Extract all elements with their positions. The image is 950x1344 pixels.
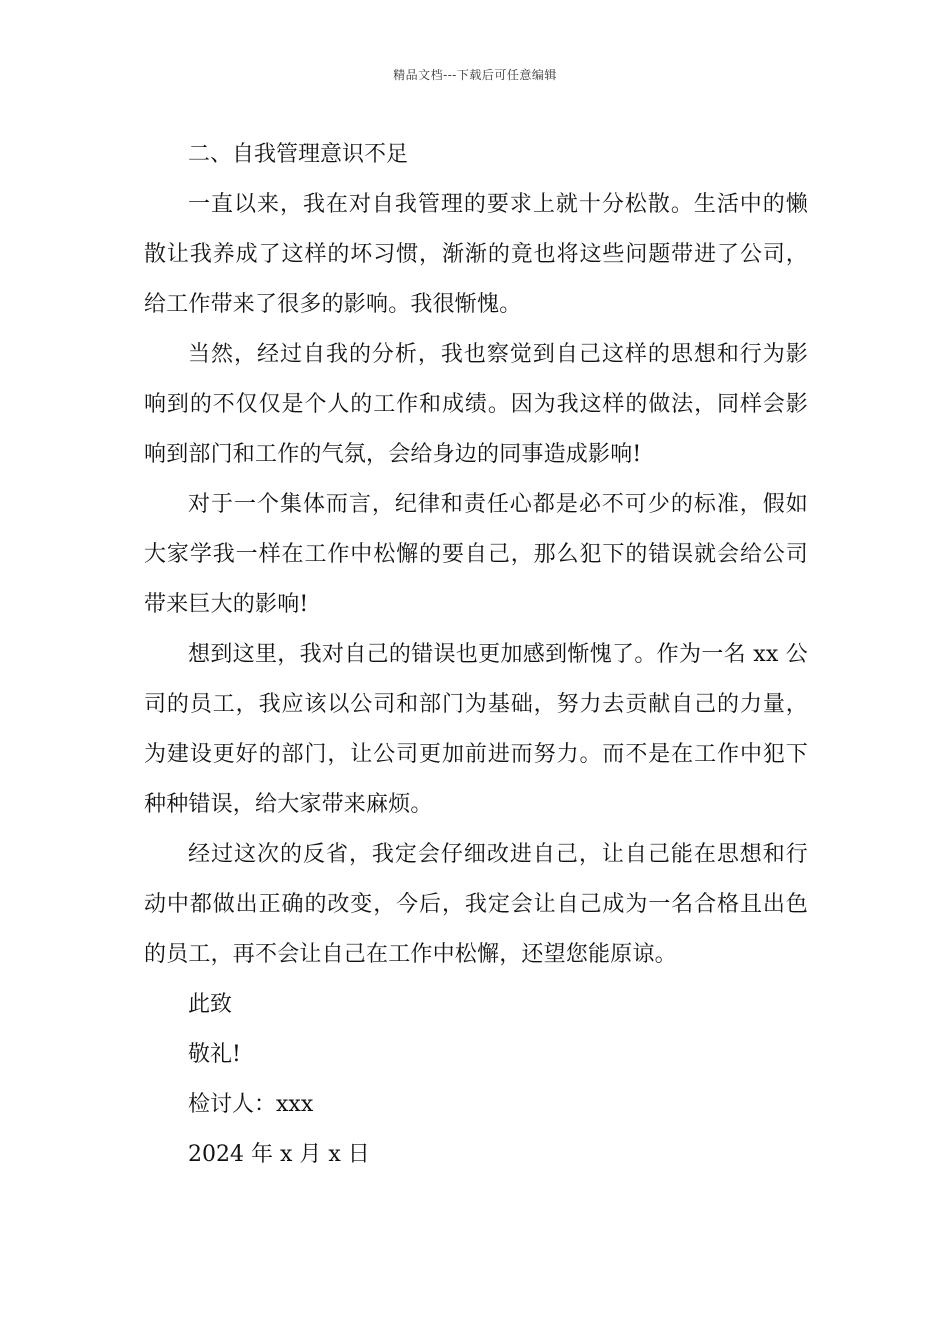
paragraph-5: 经过这次的反省，我定会仔细改进自己，让自己能在思想和行动中都做出正确的改变，今后，我定会让自己成为一名合格且出色的员工，再不会让自己在工作中松懈，还望您能原谅。: [144, 842, 808, 967]
date-line: 2024 年 x 月 x 日: [188, 1142, 370, 1167]
paragraph-4: 想到这里，我对自己的错误也更加感到惭愧了。作为一名 xx 公司的员工，我应该以公司和部门为基础，努力去贡献自己的力量，为建设更好的部门，让公司更加前进而努力。而不是在工作中犯下种种错误，给大家带来麻烦。: [144, 642, 808, 817]
document-body: [144, 130, 808, 1180]
signer-line: 检讨人：xxx: [188, 1092, 314, 1117]
paragraph-1: 一直以来，我在对自我管理的要求上就十分松散。生活中的懒散让我养成了这样的坏习惯，渐渐的竟也将这些问题带进了公司，给工作带来了很多的影响。我很惭愧。: [144, 192, 808, 317]
paragraph-2: 当然，经过自我的分析，我也察觉到自己这样的思想和行为影响到的不仅仅是个人的工作和成绩。因为我这样的做法，同样会影响到部门和工作的气氛，会给身边的同事造成影响!: [144, 342, 808, 467]
page-header: 精品文档---下载后可任意编辑: [393, 68, 557, 82]
closing-salutation-1: 此致: [188, 992, 233, 1017]
section-heading: 二、自我管理意识不足: [188, 142, 409, 167]
closing-salutation-2: 敬礼!: [188, 1042, 241, 1067]
paragraph-3: 对于一个集体而言，纪律和责任心都是必不可少的标准，假如大家学我一样在工作中松懈的要自己，那么犯下的错误就会给公司带来巨大的影响!: [144, 492, 808, 617]
